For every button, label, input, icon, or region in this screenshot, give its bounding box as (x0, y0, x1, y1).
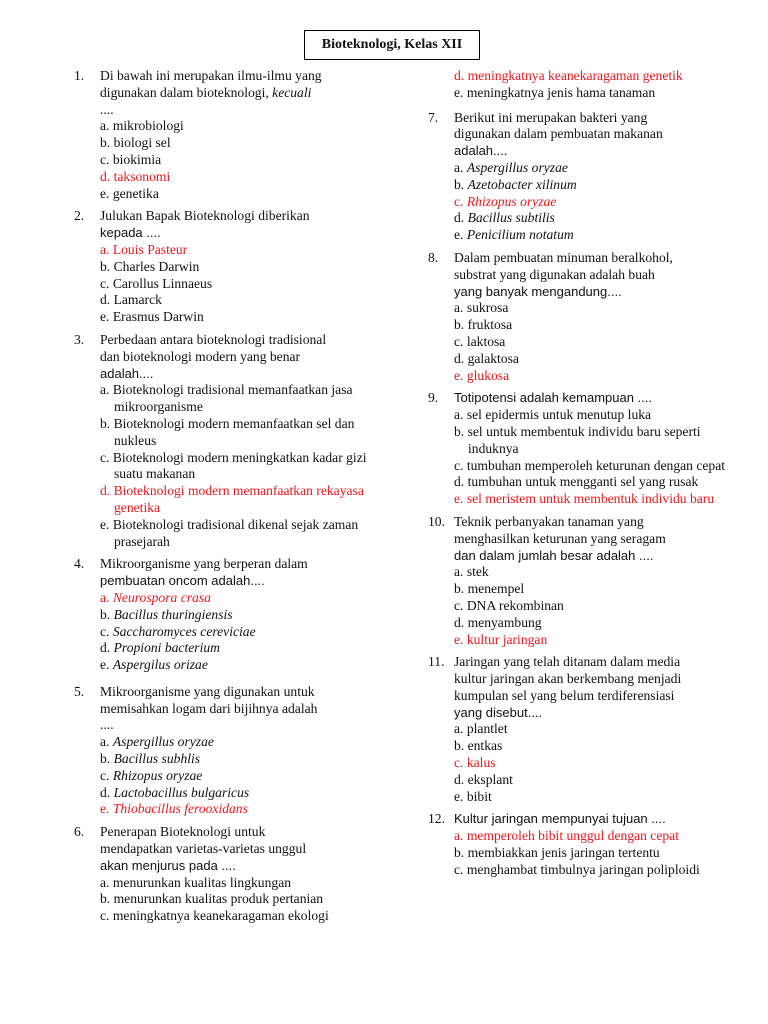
correct-option: c. Rhizopus oryzae (454, 193, 557, 209)
question-stem: Berikut ini merupakan bakteri yang digunakan dalam pembuatan makanan adalah.... (454, 109, 663, 159)
option: c. biokimia (100, 151, 162, 167)
option: c. menghambat timbulnya jaringan poliploidi (454, 861, 700, 877)
option: a. stek (454, 564, 489, 580)
question-number: 1. (74, 68, 85, 83)
option: e. Erasmus Darwin (100, 309, 204, 325)
option: c. meningkatnya keanekaragaman ekologi (100, 908, 329, 924)
option: d. Lamarck (100, 292, 162, 308)
option: b. Charles Darwin (100, 258, 200, 274)
question-number: 6. (74, 824, 85, 840)
question-2 (74, 208, 374, 326)
correct-option: c. kalus (454, 755, 496, 771)
question-stem: Totipotensi adalah kemampuan .... (454, 390, 653, 406)
option: d. galaktosa (454, 350, 519, 366)
option: a. Aspergillus oryzae (100, 734, 214, 750)
correct-option: d. meningkatnya keanekaragaman genetik (454, 68, 683, 83)
option: d. eksplant (454, 771, 513, 787)
option: a. sel epidermis untuk menutup luka (454, 407, 652, 423)
option: b. biologi sel (100, 135, 171, 151)
question-number: 5. (74, 683, 85, 699)
question-3 (74, 332, 374, 550)
question-stem: Dalam pembuatan minuman beralkohol, substrat yang digunakan adalah buah yang banyak mengandung.... (454, 249, 673, 299)
option: c. tumbuhan memperoleh keturunan dengan cepat (454, 457, 726, 473)
question-stem: Perbedaan antara bioteknologi tradisional dan bioteknologi modern yang benar adalah.... (100, 331, 327, 381)
question-stem: Di bawah ini merupakan ilmu-ilmu yang digunakan dalam bioteknologi, kecuali .... (100, 68, 322, 117)
question-10 (428, 514, 728, 648)
question-4 (74, 556, 374, 674)
option: b. menurunkan kualitas produk pertanian (100, 891, 324, 907)
question-number: 9. (428, 390, 439, 406)
option: a. Bioteknologi tradisional memanfaatkan jasa mikroorganisme (100, 382, 353, 415)
option: b. Azetobacter xilinum (454, 176, 577, 192)
option: b. sel untuk membentuk individu baru seperti induknya (454, 423, 701, 456)
option: b. Bacillus thuringiensis (100, 606, 233, 622)
question-5 (74, 684, 374, 818)
option: c. Carollus Linnaeus (100, 275, 213, 291)
question-stem: Penerapan Bioteknologi untuk mendapatkan varietas-varietas unggul akan menjurus pada .... (100, 824, 307, 873)
option: d. tumbuhan untuk mengganti sel yang rusak (454, 474, 699, 490)
question-stem: Mikroorganisme yang berperan dalam pembuatan oncom adalah.... (100, 556, 308, 589)
question-number: 4. (74, 556, 85, 572)
option: e. Aspergilus orizae (100, 657, 208, 673)
question-number: 3. (74, 331, 85, 347)
question-9 (428, 390, 728, 508)
option: a. mikrobiologi (100, 118, 184, 134)
question-8 (428, 250, 728, 384)
option: c. Bioteknologi modern meningkatkan kadar gizi suatu makanan (100, 449, 367, 482)
left-column (74, 68, 374, 931)
correct-option: e. kultur jaringan (454, 631, 548, 647)
question-stem: Kultur jaringan mempunyai tujuan .... (454, 811, 666, 827)
option: e. bibit (454, 788, 492, 804)
option: b. Bioteknologi modern memanfaatkan sel dan nukleus (100, 415, 355, 448)
question-stem: Jaringan yang telah ditanam dalam media kultur jaringan akan berkembang menjadi kumpulan sel yang belum terdiferensiasi yang disebut.... (454, 654, 682, 720)
question-11 (428, 654, 728, 805)
option: b. entkas (454, 738, 503, 754)
option: c. laktosa (454, 333, 506, 349)
option: e. meningkatnya jenis hama tanaman (454, 84, 656, 100)
question-stem: Teknik perbanyakan tanaman yang menghasilkan keturunan yang seragam dan dalam jumlah besar adalah .... (454, 513, 666, 563)
option: c. DNA rekombinan (454, 597, 564, 613)
correct-option: e. glukosa (454, 367, 510, 383)
page-title: Bioteknologi, Kelas XII (304, 30, 480, 60)
correct-option: e. Thiobacillus ferooxidans (100, 801, 248, 817)
option: a. sukrosa (454, 300, 509, 316)
question-6-continued (428, 68, 728, 102)
question-number: 7. (428, 109, 439, 125)
option: b. fruktosa (454, 317, 513, 333)
correct-option: d. taksonomi (100, 168, 171, 184)
option: c. Saccharomyces cereviciae (100, 623, 256, 639)
correct-option: d. Bioteknologi modern memanfaatkan rekayasa genetika (100, 483, 364, 515)
option: a. menurunkan kualitas lingkungan (100, 874, 292, 890)
option: b. menempel (454, 581, 525, 597)
correct-option: a. Neurospora crasa (100, 589, 211, 605)
correct-option: e. sel meristem untuk membentuk individu baru (454, 491, 715, 507)
question-1 (74, 68, 374, 202)
question-12 (428, 811, 728, 878)
option: d. menyambung (454, 614, 542, 630)
question-stem: Julukan Bapak Bioteknologi diberikan kepada .... (100, 208, 310, 241)
option: e. Bioteknologi tradisional dikenal sejak zaman prasejarah (100, 516, 359, 549)
correct-option: a. memperoleh bibit unggul dengan cepat (454, 828, 679, 844)
question-number: 12. (428, 811, 445, 827)
question-number: 10. (428, 513, 445, 529)
option: e. Penicilium notatum (454, 227, 574, 243)
question-stem: Mikroorganisme yang digunakan untuk memisahkan logam dari bijihnya adalah .... (100, 683, 318, 733)
question-number: 8. (428, 249, 439, 265)
option: c. Rhizopus oryzae (100, 767, 203, 783)
option: a. Aspergillus oryzae (454, 159, 568, 175)
option: a. plantlet (454, 721, 508, 737)
question-number: 11. (428, 654, 445, 670)
question-6 (74, 824, 374, 925)
question-number: 2. (74, 208, 85, 224)
option: d. Bacillus subtilis (454, 210, 555, 226)
right-column (428, 68, 728, 885)
option: b. Bacillus subhlis (100, 751, 201, 767)
option: d. Propioni bacterium (100, 640, 220, 656)
correct-option: a. Louis Pasteur (100, 241, 188, 257)
option: b. membiakkan jenis jaringan tertentu (454, 845, 660, 861)
option: d. Lactobacillus bulgaricus (100, 784, 250, 800)
option: e. genetika (100, 185, 159, 201)
question-7 (428, 110, 728, 244)
